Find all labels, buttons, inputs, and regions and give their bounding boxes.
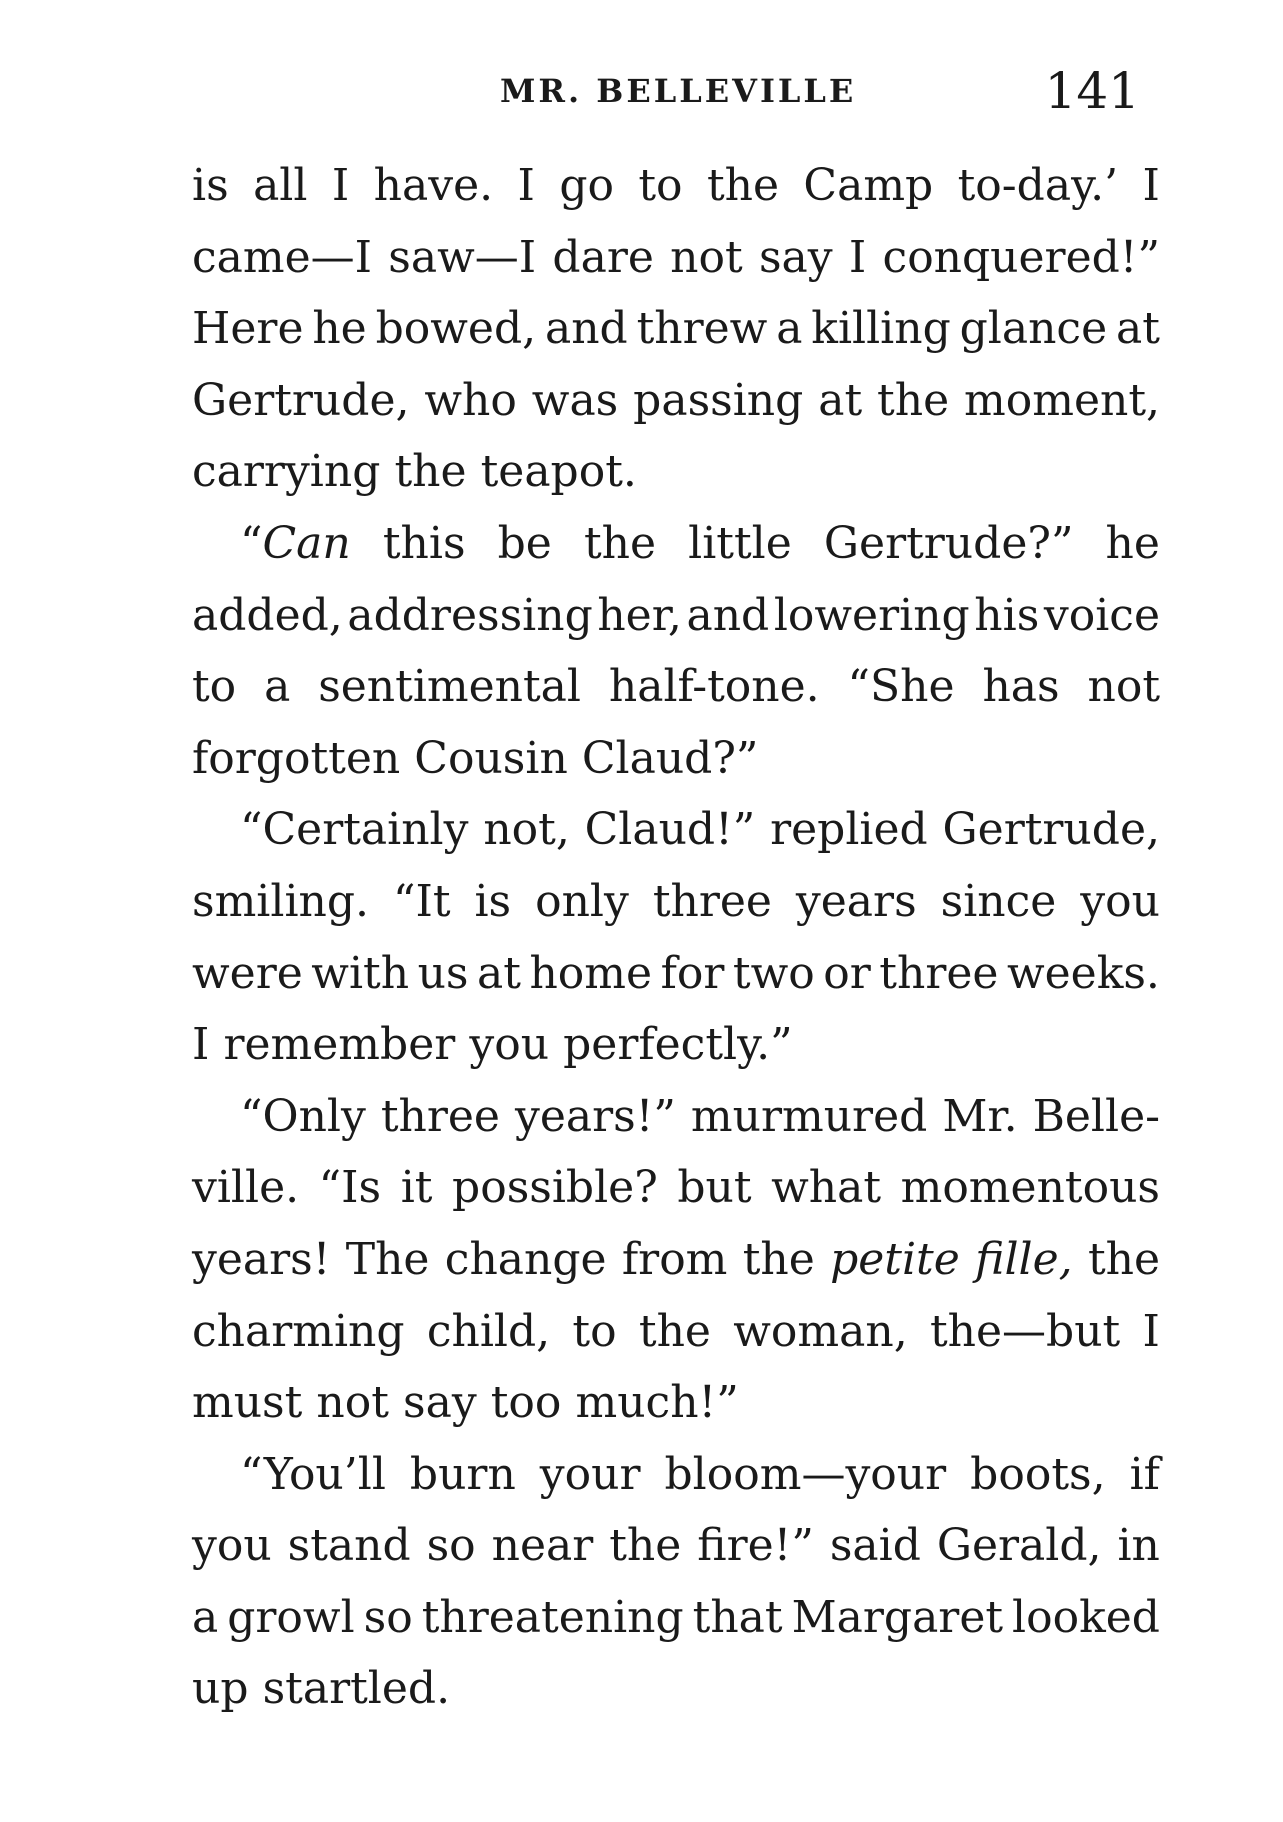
- text-line: [192, 580, 1160, 652]
- word: The: [345, 1233, 430, 1285]
- word: you: [469, 1019, 550, 1071]
- text-line: [192, 1510, 1160, 1582]
- word: at: [818, 374, 863, 426]
- word: burn: [409, 1448, 516, 1500]
- word: or: [823, 947, 871, 999]
- text-line: [192, 1582, 1160, 1654]
- word: forgotten: [192, 732, 401, 784]
- word: lowering: [773, 589, 970, 641]
- word: say: [758, 231, 833, 283]
- word: I: [848, 231, 867, 283]
- word: not,: [483, 804, 570, 856]
- word: is: [474, 875, 512, 927]
- word: I: [192, 1019, 210, 1071]
- word: near: [491, 1520, 594, 1572]
- word: and: [544, 303, 628, 355]
- text-line: [192, 365, 1160, 437]
- word: Cousin: [414, 732, 568, 784]
- word: little: [688, 517, 792, 569]
- word: must: [192, 1377, 303, 1429]
- word: weeks.: [1006, 947, 1160, 999]
- word: the: [877, 374, 950, 426]
- text-line: [192, 293, 1160, 365]
- word: the: [394, 446, 467, 498]
- word: possible?: [452, 1162, 658, 1214]
- word: Camp: [803, 160, 934, 211]
- text-line: [192, 436, 1160, 508]
- word: you: [192, 1520, 272, 1572]
- word: Margaret: [791, 1591, 1004, 1643]
- word: not: [670, 231, 743, 283]
- word: so: [426, 1520, 476, 1572]
- word: three: [879, 947, 999, 999]
- text-line: [192, 1439, 1160, 1511]
- word: the: [583, 517, 657, 569]
- word: threw: [636, 303, 768, 355]
- word: “Is: [318, 1162, 382, 1214]
- word: much!”: [575, 1377, 739, 1429]
- word: the: [706, 160, 780, 211]
- word: growl: [227, 1591, 355, 1643]
- word: voice: [1043, 589, 1160, 641]
- word: you: [1080, 875, 1160, 927]
- word: the: [638, 1305, 711, 1357]
- word: say: [403, 1377, 477, 1429]
- text-line: [192, 508, 1160, 580]
- word: startled.: [262, 1663, 451, 1715]
- word: change: [444, 1233, 607, 1285]
- word: “It: [392, 875, 451, 927]
- word: petite: [830, 1233, 960, 1285]
- word: “Can: [240, 517, 351, 569]
- word: what: [771, 1162, 882, 1214]
- word: it: [400, 1162, 433, 1214]
- word: to: [192, 661, 237, 713]
- word: teapot.: [480, 446, 637, 498]
- word: I: [517, 160, 535, 211]
- word: Claud!”: [584, 804, 756, 856]
- word: Here: [192, 303, 304, 355]
- word: perfectly.”: [563, 1019, 793, 1071]
- word: fire!”: [697, 1520, 814, 1572]
- word: came—I: [192, 231, 373, 283]
- word: half-tone.: [608, 661, 820, 713]
- word: Gertrude,: [942, 804, 1160, 856]
- word: a: [264, 661, 291, 713]
- text-line: [192, 723, 1160, 795]
- word: woman,: [733, 1305, 908, 1357]
- text-line: [192, 1367, 1160, 1439]
- word: with: [311, 947, 410, 999]
- word: “Only: [240, 1090, 366, 1142]
- word: Mr.: [942, 1090, 1018, 1142]
- word: bowed,: [375, 303, 537, 355]
- word: charming: [192, 1305, 405, 1357]
- text-line: [192, 222, 1160, 294]
- word: all: [253, 160, 308, 211]
- word: I: [331, 160, 350, 211]
- word: were: [192, 947, 303, 999]
- word: since: [940, 875, 1057, 927]
- word: I: [1142, 1305, 1160, 1357]
- word: to: [572, 1305, 617, 1357]
- word: three: [380, 1090, 500, 1142]
- word: is: [192, 160, 229, 211]
- word: looked: [1012, 1591, 1160, 1643]
- running-title: MR. BELLEVILLE: [500, 72, 857, 110]
- text-line: [192, 1653, 1160, 1725]
- text-line: [192, 1152, 1160, 1224]
- page-number: 141: [1044, 62, 1140, 120]
- word: glance: [959, 303, 1108, 355]
- word: up: [192, 1663, 249, 1715]
- word: that: [692, 1591, 783, 1643]
- text-line: [192, 938, 1160, 1010]
- word: momentous: [900, 1162, 1160, 1214]
- word: the—but: [929, 1305, 1121, 1357]
- word: at: [1115, 303, 1160, 355]
- word: go: [559, 160, 614, 211]
- word: Belle-: [1032, 1090, 1160, 1142]
- word: too: [490, 1377, 562, 1429]
- word: not: [316, 1377, 389, 1429]
- word: have.: [373, 160, 494, 211]
- word: he: [1105, 517, 1160, 569]
- word: the: [609, 1520, 682, 1572]
- word: stand: [287, 1520, 411, 1572]
- word: the: [742, 1233, 815, 1285]
- word: Gerald,: [936, 1520, 1102, 1572]
- word: dare: [552, 231, 654, 283]
- word: boots,: [970, 1448, 1106, 1500]
- word: if: [1129, 1448, 1160, 1500]
- word: only: [535, 875, 629, 927]
- word: said: [829, 1520, 921, 1572]
- word: child,: [426, 1305, 551, 1357]
- page-header: [190, 62, 1150, 122]
- word: from: [621, 1233, 728, 1285]
- word: has: [982, 661, 1060, 713]
- text-line: [192, 794, 1160, 866]
- word: ville.: [192, 1162, 300, 1214]
- text-line: [192, 651, 1160, 723]
- word: was: [531, 374, 619, 426]
- word: remember: [223, 1019, 456, 1071]
- word: moment,: [964, 374, 1160, 426]
- word: at: [477, 947, 521, 999]
- word: her,: [597, 589, 682, 641]
- word: a: [776, 303, 803, 355]
- word: a: [192, 1591, 219, 1643]
- word: who: [424, 374, 517, 426]
- word: the: [1087, 1233, 1160, 1285]
- word: for: [660, 947, 725, 999]
- word: addressing: [347, 589, 593, 641]
- word: Claud?”: [581, 732, 759, 784]
- word: but: [677, 1162, 752, 1214]
- word: passing: [633, 374, 804, 426]
- word: Gertrude,: [192, 374, 410, 426]
- word: his: [974, 589, 1040, 641]
- word: carrying: [192, 446, 381, 498]
- word: sentimental: [318, 661, 581, 713]
- word: murmured: [690, 1090, 928, 1142]
- word: saw—I: [388, 231, 537, 283]
- text-line: [192, 1009, 1160, 1081]
- text-line: [192, 150, 1160, 222]
- text-line: [192, 866, 1160, 938]
- word: so: [363, 1591, 413, 1643]
- word: replied: [770, 804, 928, 856]
- body-text: [192, 150, 1160, 1725]
- word: killing: [811, 303, 951, 355]
- word: he: [312, 303, 367, 355]
- text-line: [192, 1224, 1160, 1296]
- word: be: [497, 517, 552, 569]
- word: not: [1087, 661, 1160, 713]
- word: fille,: [975, 1233, 1073, 1285]
- word: “She: [847, 661, 955, 713]
- word: and: [686, 589, 770, 641]
- word: to-day.’: [957, 160, 1119, 211]
- word: three: [652, 875, 772, 927]
- word: years: [795, 875, 917, 927]
- word: your: [539, 1448, 641, 1500]
- word: two: [732, 947, 815, 999]
- word: Gertrude?”: [823, 517, 1074, 569]
- word: home: [529, 947, 653, 999]
- word: I: [1142, 160, 1160, 211]
- word: us: [417, 947, 469, 999]
- word: added,: [192, 589, 343, 641]
- word: “You’ll: [240, 1448, 386, 1500]
- word: threatening: [421, 1591, 684, 1643]
- text-line: [192, 1081, 1160, 1153]
- word: this: [382, 517, 466, 569]
- word: smiling.: [192, 875, 370, 927]
- word: in: [1117, 1520, 1160, 1572]
- word: conquered!”: [882, 231, 1160, 283]
- word: bloom—your: [664, 1448, 947, 1500]
- word: years!: [192, 1233, 331, 1285]
- text-line: [192, 1296, 1160, 1368]
- word: to: [638, 160, 683, 211]
- word: “Certainly: [240, 804, 469, 856]
- word: years!”: [514, 1090, 676, 1142]
